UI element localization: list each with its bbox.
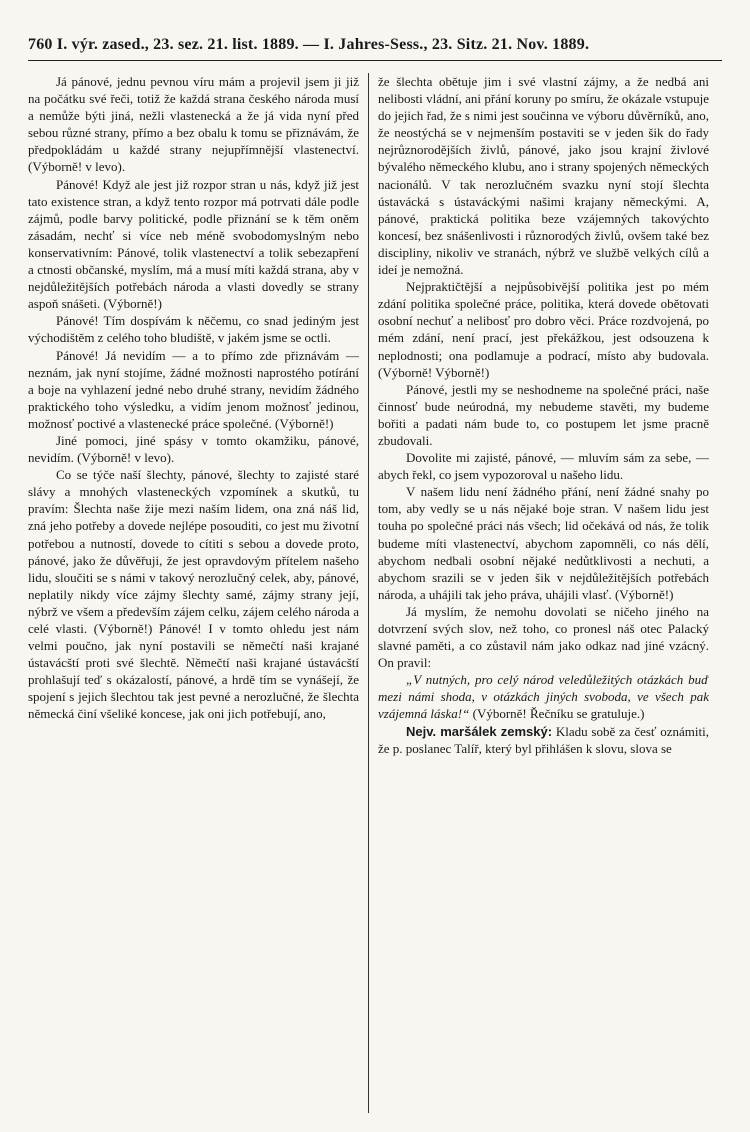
palacky-quote: „V nutných, pro celý národ veledůležitých otázkách buď mezi námi shoda, v otázkách jiných svoboda, ve všech pak vzájemná láska!“	[378, 672, 709, 722]
right-column	[378, 73, 709, 1113]
page-header: 760 I. výr. zased., 23. sez. 21. list. 1889. — I. Jahres-Sess., 23. Sitz. 21. Nov. 1889.	[28, 36, 722, 61]
paragraph: Pánové! Já nevidím — a to přímo zde přiznávám — neznám, jak nyní stojíme, žádné možnosti naprostého potírání a boje na vyhlazení jedné nebo druhé strany, nevidím žádného praktického toho výsledku, a vidím jenom možnosť jedinou, možnosť poctivé a vlastenecké práce společné. (Výborně!)	[28, 347, 359, 431]
speaker-paragraph	[378, 723, 709, 757]
paragraph: V našem lidu není žádného přání, není žádné snahy po tom, aby vedly se u nás nějaké boje stran. V našem lidu jest touha po společné práci nás všech; lid očekává od nás, že tolik budeme míti vlastenectví, abychom zapomněli, co nás dělí, abychom nedbali osobní nějaké nedůtklivosti a nechuti, a abychom srazili se v jeden šik v nejdůležitějších potřebách národa, a uhájili tak jeho práva, uhájili vlasť. (Výborně!)	[378, 484, 709, 602]
paragraph: Pánové, jestli my se neshodneme na společné práci, naše činnosť bude neúrodná, my nebudeme stavěti, my budeme bořiti a padati nám bude to, co postupem let jsme pracně zbudovali.	[378, 381, 709, 448]
paragraph: Nejpraktičtější a nejpůsobivější politika jest po mém zdání politika společné práce, politika, která dovede obětovati osobní nechuť a nelibosť pro dobro věci. Práce rozdvojená, po mém zdání, není prací, jest překážkou, jest odsouzena k neplodnosti; ona podlamuje a podrací, místo aby budovala. (Výborně! Výborně!)	[378, 279, 709, 380]
paragraph: Já pánové, jednu pevnou víru mám a projevil jsem ji již na počátku své řeči, totiž že každá strana českého národa musí a nemůže býti jiná, nežli vlastenecká a že já vida nyní před sebou různé strany, přímo a bez obalu k tomu se přiznávám, že předpokládám u každé strany nejupřímnější vlastenectví. (Výborně! v levo).	[28, 74, 359, 175]
paragraph: Pánové! Když ale jest již rozpor stran u nás, když již jest tato existence stran, a když tento rozpor má potrvati dále podle zájmů, podle barvy politické, podle přiznání se k těm oněm zásadám, nechť si více neb méně svobodomyslným nebo konservativním: Pánové, tolik vlastenectví a tolik sebezapření a ctnosti občanské, myslím, má a musí míti každá strana, aby v nejdůležitějších potřebách národa a vlasti dovedly se strany aspoň snášeti. (Výborně!)	[28, 176, 359, 312]
quote-reaction: (Výborně! Řečníku se gratuluje.)	[469, 706, 645, 722]
paragraph: Jiné pomoci, jiné spásy v tomto okamžiku, pánové, nevidím. (Výborně! v levo).	[28, 432, 359, 466]
paragraph: Co se týče naší šlechty, pánové, šlechty to zajisté staré slávy a mnohých vlasteneckých vzpomínek a skutků, tu pravím: Šlechta naše žije mezi naším lidem, ona zná náš lid, zná jeho potřeby a dovede nejlépe posouditi, co jest mu životní potřebou a nutností, dovede to cítiti s sebou a dovede proto, pánové, jako že důvěřuji, že jest opravdovým přítelem našeho lidu, sloučiti se s námi v takový nerozlučný celek, aby, pánové, neplatily nikdy více zájmy šlechty samé, zájmy strany její, nýbrž ve všem a především zájem celku, zájem celého národa a celé vlasti. (Výborně!) Pánové! I v tomto ohledu jest nám velmi poučno, jak nyní postavili se němečtí naši krajané ústavácští proti své šlechtě. Němečtí naši krajané ústavácští prohlašují teď s okázalostí, pánové, a hrdě tím se vynášejí, že spojení s jejich šlechtou tak jest pevné a nerozlučné, že šlechta německá činí všeliké koncese, jak oni jich potřebují, ano,	[28, 467, 359, 722]
speaker-name: Nejv. maršálek zemský:	[406, 723, 553, 739]
column-divider	[368, 73, 369, 1113]
paragraph: Pánové! Tím dospívám k něčemu, co snad jediným jest východištěm z celého toho bludiště, v jakém jsme se octli.	[28, 313, 359, 346]
quote-paragraph	[378, 671, 709, 722]
paragraph: Dovolite mi zajisté, pánové, — mluvím sám za sebe, — abych řekl, co jsem vypozoroval u našeho lidu.	[378, 450, 709, 483]
left-column	[28, 73, 359, 1113]
paragraph: že šlechta obětuje jim i své vlastní zájmy, a že nedbá ani nelibosti vládní, ani přání koruny po smíru, že okázale vstupuje do jejich řad, že s nimi jest součinna ve výboru důvěrníků, ano, že neostýchá se v nejmenším postaviti se v jeden šik do řady nejrůznorodějších živlů, pánové, jako jsou krajní živlové bývalého německého klubu, ano i strany spojených německých nacionálů. V tak nerozlučném svazku nyní stojí šlechta ústavácká s ústaváckými našimi krajany německými. A, pánové, praktická politika beze vzájemných takovýchto koncesí, bez snášenlivosti i různorodých živlů, ovšem také bez discipliny, nikoliv ve stranách, nýbrž ve službě velkých cílů a ideí je nemožná.	[378, 74, 709, 278]
two-column-body	[28, 73, 722, 1113]
paragraph: Já myslím, že nemohu dovolati se ničeho jiného na dotvrzení svých slov, než toho, co pronesl náš otec Palacký slavné paměti, a co zůstavil nám jako odkaz nad jiné vzácný. On pravil:	[378, 603, 709, 671]
speaker-text: Kladu sobě za česť oznámiti, že p. poslanec Talíř, který byl přihlášen k slovu, slova se	[378, 723, 709, 756]
